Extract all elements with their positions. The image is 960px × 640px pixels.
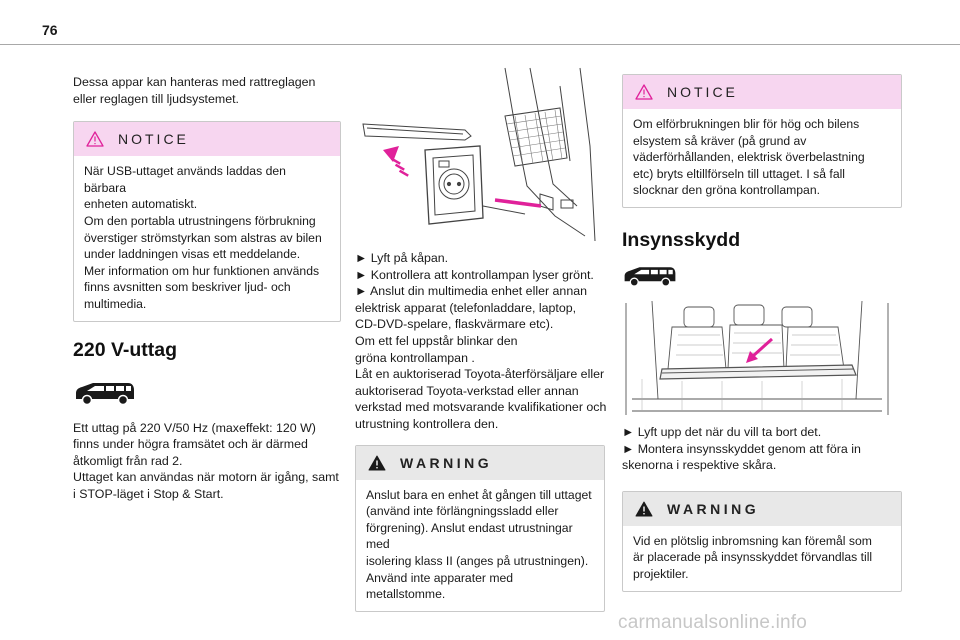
step-line: gröna kontrollampan . (355, 350, 475, 365)
step-line: ► Anslut din multimedia enhet eller annan (355, 284, 587, 299)
notice-body (623, 109, 901, 207)
top-divider (0, 44, 960, 45)
notice-line: När USB-uttaget används laddas den bärbara (84, 164, 286, 195)
step-line: elektrisk apparat (telefonladdare, laptop, (355, 300, 577, 315)
body-line: finns under högra framsätet och är därmed (73, 437, 308, 452)
warning-triangle-icon (368, 455, 386, 471)
warning-line: Anslut bara en enhet åt gången till uttaget (366, 487, 592, 502)
step-line: Låt en auktoriserad Toyota-återförsäljare eller (355, 367, 605, 382)
body-220v (73, 420, 341, 503)
notice-line: slocknar den gröna kontrollampan. (633, 183, 820, 198)
warning-header (623, 492, 901, 526)
van-icon (73, 380, 137, 406)
warning-line: är placerade på insynsskyddet förvandlas till (633, 550, 873, 565)
step-line: ► Kontrollera att kontrollampan lyser grönt. (355, 267, 594, 282)
step-line: ► Lyft upp det när du vill ta bort det. (622, 424, 822, 439)
warning-title: WARNING (400, 454, 493, 471)
body-line: Ett uttag på 220 V/50 Hz (maxeffekt: 120 W) (73, 420, 316, 435)
steps-220v (355, 250, 623, 433)
intro-text: Dessa appar kan hanteras med rattreglagen eller reglagen till ljudsystemet. (73, 75, 316, 106)
page-number: 76 (42, 22, 58, 38)
steps-insynsskydd (622, 424, 890, 474)
column-right (622, 74, 890, 592)
step-line: verkstad med motsvarande kvalifikationer och (355, 400, 607, 415)
notice-header (74, 122, 340, 156)
warning-triangle-icon (635, 84, 653, 100)
notice-line: Om elförbrukningen blir för hög och bilens (633, 117, 860, 131)
notice-body (74, 156, 340, 320)
warning-line: förgrening). Anslut endast utrustningar med (366, 520, 573, 552)
warning-line: projektiler. (633, 566, 689, 581)
notice-line: multimedia. (84, 296, 147, 311)
notice-header (623, 75, 901, 109)
step-line: skenorna i respektive skåra. (622, 458, 777, 473)
notice-box-power (622, 74, 902, 208)
body-line: åtkomligt från rad 2. (73, 453, 183, 468)
section-title-220v: 220 V-uttag (73, 338, 178, 361)
warning-line: isolering klass II (anges på utrustningen). (366, 553, 589, 568)
column-middle (355, 66, 623, 612)
notice-line: under laddningen visas ett meddelande. (84, 247, 301, 262)
notice-box-usb (73, 121, 341, 321)
notice-line: etc) bryts eltillförseln till uttaget. I så fall (633, 166, 846, 181)
cargo-cover-illustration (622, 299, 892, 417)
warning-body (623, 526, 901, 591)
step-line: utrustning kontrollera den. (355, 416, 499, 431)
warning-body (356, 480, 604, 611)
socket-illustration (355, 66, 605, 246)
step-line: CD-DVD-spelare, flaskvärmare etc). (355, 317, 554, 332)
notice-title: NOTICE (118, 131, 189, 148)
warning-triangle-icon (635, 501, 653, 517)
warning-line: (använd inte förlängningssladd eller (366, 504, 559, 519)
notice-line: enheten automatiskt. (84, 197, 198, 212)
notice-line: Mer information om hur funktionen används (84, 263, 320, 278)
notice-line: finns avsnitten som beskriver ljud- och (84, 280, 291, 295)
notice-line: elsystem så kräver (på grund av (633, 133, 807, 148)
van-icon (622, 264, 678, 288)
warning-header (356, 446, 604, 480)
step-line: ► Lyft på kåpan. (355, 251, 449, 265)
body-line: i STOP-läget i Stop & Start. (73, 486, 224, 501)
notice-line: överstiger strömstyrkan som alstras av bilen (84, 230, 322, 245)
watermark-text[interactable]: carmanualsonline.info (618, 612, 808, 633)
step-line: Om ett fel uppstår blinkar den (355, 333, 518, 348)
step-line: auktoriserad Toyota-verkstad eller annan (355, 383, 579, 398)
warning-box-cover (622, 491, 902, 592)
section-title-insynsskydd: Insynsskydd (622, 228, 741, 251)
warning-line: Använd inte apparater med metallstomme. (366, 570, 514, 602)
notice-title: NOTICE (667, 84, 738, 100)
notice-line: Om den portabla utrustningens förbrukning (84, 213, 316, 228)
body-line: Uttaget kan användas när motorn är igång, samt (73, 470, 339, 485)
warning-line: Vid en plötslig inbromsning kan föremål som (633, 533, 872, 548)
step-line: ► Montera insynsskyddet genom att föra in (622, 441, 861, 456)
column-left (73, 74, 341, 503)
warning-title: WARNING (667, 500, 760, 517)
warning-box-socket (355, 445, 605, 612)
notice-line: väderförhållanden, elektrisk överbelastning (633, 150, 865, 165)
warning-triangle-icon (86, 131, 104, 147)
